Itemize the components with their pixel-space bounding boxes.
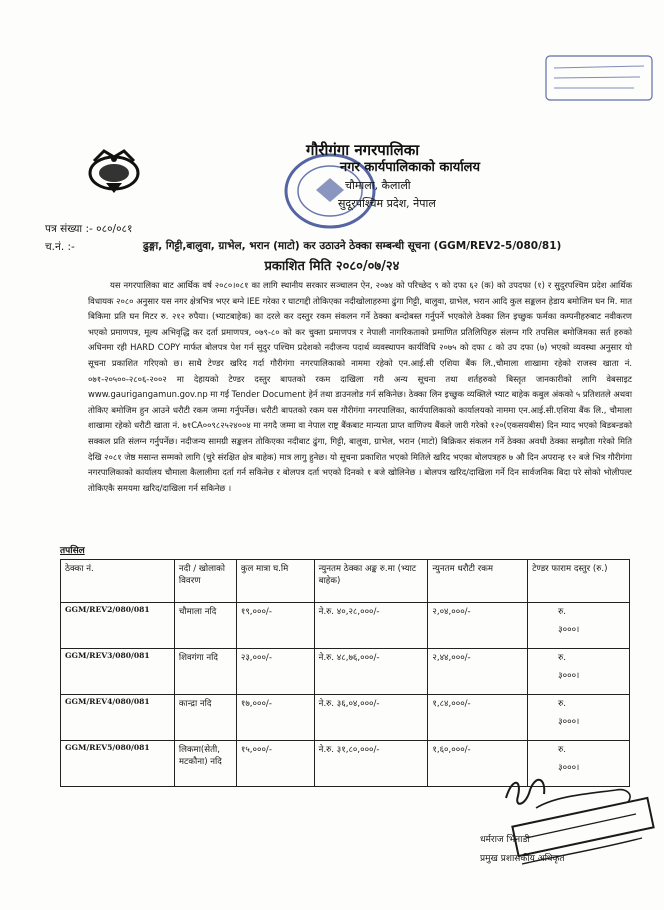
notice-subject: ढुङ्गा, गिट्टी,बालुवा, ग्राभेल, भरान (माटो) कर उठाउने ठेक्का सम्बन्धी सूचना (GGM/REV2-5/080/81) — [143, 240, 562, 252]
deposit-cell: १,६०,०००/- — [428, 741, 528, 787]
letter-number-label: पत्र संख्या — [45, 223, 83, 235]
dispatch-number-label: च.नं. :- — [45, 241, 75, 253]
deposit-cell: २,४४,०००/- — [428, 649, 528, 695]
fee-currency: रु. — [558, 607, 567, 617]
min-amount-cell: ने.रु. ३१,८०,०००/- — [314, 741, 428, 787]
quantity-cell: २३,०००/- — [236, 649, 314, 695]
fee-cell — [528, 695, 630, 741]
river-cell: शिवगंगा नदि — [174, 649, 236, 695]
table-header-row — [61, 560, 630, 603]
notice-number-cell: GGM/REV5/080/081 — [61, 741, 175, 787]
notice-number-cell: GGM/REV2/080/081 — [61, 603, 175, 649]
fee-cell — [528, 603, 630, 649]
letter-number-line — [45, 222, 132, 236]
letter-number: :- ०८०/०८१ — [85, 223, 133, 235]
office-name: नगर कार्यपालिकाको कार्यालय — [340, 160, 481, 175]
column-header: कुल मात्रा घ.मि — [236, 560, 314, 603]
office-province: सुदूरपश्चिम प्रदेश, नेपाल — [338, 197, 436, 210]
river-cell: कान्द्रा नदि — [174, 695, 236, 741]
quantity-cell: १७,०००/- — [236, 695, 314, 741]
signatory-title: प्रमुख प्रशासकीय अधिकृत — [480, 854, 565, 864]
nepal-emblem-icon — [84, 143, 144, 195]
schedule-label: तपसिल — [60, 546, 85, 556]
fee-currency: रु. — [558, 653, 567, 663]
notice-body: यस नगरपालिका बाट आर्थिक वर्ष २०८०।०८१ का लागि स्थानीय सरकार सञ्चालन ऐन, २०७४ को परिच्छेद ९ को दफा ६२ (क) को उपदफा (१) र सुदुरपश्चिम प्रदेश आर्थिक विधायक २०८० अनुसार यस नगर क्षेत्रभित्र भएर बग्ने IEE गरेका र घाटगद्दी तोकिएका नदीखोलाहरुमा ढुंगा गिट्टी, बालुवा, ग्राभेल, भरान आदि कुल सङ्कलन हेडाय बमोजिम घन मि. मात बिकिमा प्रति घन मिटर रु. २१२ रुपैया। (भ्याटबाहेक) का दरले कर दस्तुर रकम संकलन गर्ने ठेक्का बन्दोबस्त गर्नुपर्ने भएकोले ठेक्का लिन इच्छुक फर्मका कम्पनीहरुबाट नवीकरण भएको प्रमाणपत्र, मूल्य अभिवृद्धि कर दर्ता प्रमाणपत्र, ०७९-८० को कर चुक्ता प्रमाणपत्र र नेपाली नागरिकताको प्रमाणित प्रतिलिपिहरु संलग्न गरि तपसिल बमोजिमका सर्त हरुको अधिनमा रही HARD COPY मार्फत बोलपत्र पेश गर्न सुदुर पश्चिम प्रदेशको नदीजन्य पदार्थ व्यवस्थापन कार्यविधि २०७५ को दफा ८ को उप दफा (७) भएको व्यवस्था अनुसार यो सूचना प्रकाशित गरिएको छ। साथै टेण्डर खरिद गर्दा गौरीगंगा नगरपालिकाको नाममा रहेको एन.आई.सी एशिया बैंक लि.,चौमाला शाखामा रहेको राजस्व खाता नं. ०७१-२०५००-२८०६-२००२ मा देहायको टेण्डर दस्तुर बापतको रकम दाखिला गरी अन्य सूचना तथा शर्तहरुको बिस्तृत जानकारीको लागि वेबसाइट www.gaurigangamun.gov.np मा गई Tender Document हेर्न तथा डाउनलोड गर्न सकिनेछ। ठेक्का लिन इच्छुक व्यक्तिले भ्याट बाहेक कबुल अंकको ५ प्रतिशतले अथवा तोकिए बमोजिम हुन आउने धरौटी रकम जम्मा गर्नुपर्नेछ। धरौटी बापतको रकम यस गौरीगंगा नगरपालिका, कार्यपालिकाको कार्यालयको नाममा एन.आई.सी.एशिया बैंक लि., चौमाला शाखामा रहेको धरौटी खाता नं. ७१CA००९८२५२४००४ मा नगदै जम्मा वा नेपाल राष्ट्र बैंकबाट मान्यता प्राप्त वाणिज्य बैंकले जारी गरेको १२०(एकसयबीस) दिन म्याद भएको बिडबन्डको सक्कल प्रति संलग्न गर्नुपर्नेछ। नदीजन्य सामग्री सङ्कलन तोकिएका नदीबाट ढुंगा, गिट्टी, बालुवा, ग्राभेल, भरान (माटो) बिक्रिकर संकलन गर्ने ठेक्का अवधी ठेक्का सम्झौता गरेको मिति देखि २०८१ जेष्ठ मसान्त सम्मको लागि (चुरे संरक्षित क्षेत्र बाहेक) मात्र लागु हुनेछ। यो सूचना प्रकाशित भएको मितिले खरिद भएका बोलपत्रहरु ७ औ दिन अपरान्ह १२ बजे भित्र गौरीगंगा नगरपालिकाको कार्यालय चौमाला कैलालीमा दर्ता गर्न सकिनेछ र बोलपत्र दर्ता भएको दिनको १ बजे खोलिनेछ । बोलपत्र खरिद/दाखिला गर्ने दिन सार्वजनिक बिदा परे सोको भोलीपल्ट तोकिएकै समयमा खरिद/दाखिला गर्न सकिनेछ । — [88, 280, 632, 493]
tender-schedule-table — [60, 559, 630, 787]
fee-amount: ३०००। — [558, 717, 580, 727]
quantity-cell: १५,०००/- — [236, 741, 314, 787]
receipt-stamp — [544, 52, 656, 104]
notice-number-cell: GGM/REV4/080/081 — [61, 695, 175, 741]
fee-currency: रु. — [558, 745, 567, 755]
fee-amount: ३०००। — [558, 671, 580, 681]
column-header: नदी / खोलाको विवरण — [174, 560, 236, 603]
min-amount-cell: ने.रु. ४८,७६,०००/- — [314, 649, 428, 695]
column-header: न्युनतम धरौटी रकम — [428, 560, 528, 603]
deposit-cell: २,०४,०००/- — [428, 603, 528, 649]
column-header: टेण्डर फाराम दस्तुर (रु.) — [528, 560, 630, 603]
table-row — [61, 649, 630, 695]
quantity-cell: १९,०००/- — [236, 603, 314, 649]
fee-currency: रु. — [558, 699, 567, 709]
signatory-name: धर्मराज भिनाडी — [480, 835, 530, 845]
table-row — [61, 695, 630, 741]
column-header: न्युनतम ठेक्का अङ्क रु.मा (भ्याट बाहेक) — [314, 560, 428, 603]
river-cell: लिकमा(सेती, मटकौना) नदि — [174, 741, 236, 787]
river-cell: चौमाला नदि — [174, 603, 236, 649]
fee-amount: ३०००। — [558, 763, 580, 773]
office-location: चौमाला, कैलाली — [345, 179, 411, 192]
min-amount-cell: ने.रु. ४०,२८,०००/- — [314, 603, 428, 649]
publication-date: प्रकाशित मिति २०८०/०७/२४ — [264, 259, 400, 274]
fee-amount: ३०००। — [558, 625, 580, 635]
notice-number-cell: GGM/REV3/080/081 — [61, 649, 175, 695]
municipality-name: गौरीगंगा नगरपालिका — [306, 141, 420, 159]
deposit-cell: १,८४,०००/- — [428, 695, 528, 741]
fee-cell — [528, 649, 630, 695]
column-header: ठेक्का नं. — [61, 560, 175, 603]
table-row — [61, 603, 630, 649]
min-amount-cell: ने.रु. ३६,०४,०००/- — [314, 695, 428, 741]
